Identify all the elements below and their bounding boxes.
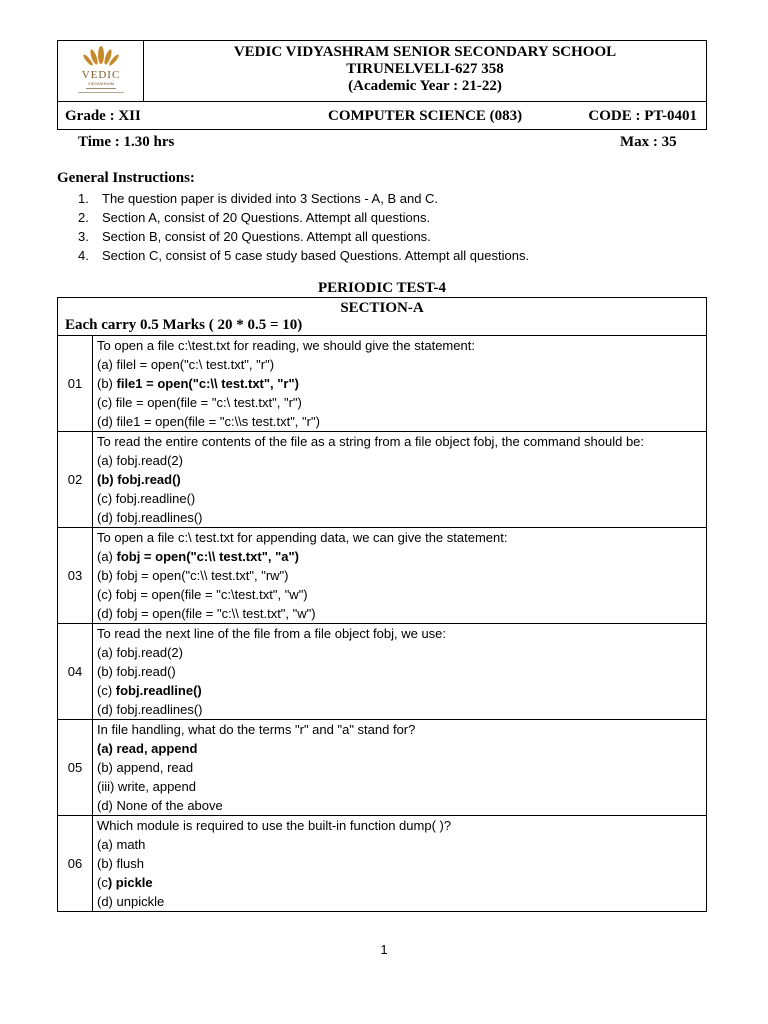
option-text: To read the next line of the file from a file object fobj, we use: [97,626,447,641]
question-row [58,432,707,528]
answer-option [97,662,706,681]
option-text: (d) file1 = open(file = "c:\\s test.txt", "r") [97,414,320,429]
grade-row [58,101,706,130]
grade-label: Grade : XII [65,108,141,124]
option-prefix: (c) [97,683,116,698]
option-prefix: (a) [97,549,117,564]
page-number: 1 [380,942,388,957]
question-row [58,528,707,624]
answer-option [97,835,706,854]
instruction-text: Section B, consist of 20 Questions. Attempt all questions. [102,229,431,244]
option-text: (d) fobj.readlines() [97,510,203,525]
option-text: (b) append, read [97,760,194,775]
question-row [58,624,707,720]
answer-option [97,700,706,719]
answer-option [97,412,706,431]
answer-option [97,758,706,777]
academic-year: (Academic Year : 21-22) [348,78,502,94]
section-header-cell [58,298,707,336]
question-number: 04 [58,624,93,720]
answer-option [97,604,706,623]
instruction-item [57,227,529,246]
answer-option [97,547,706,566]
school-location: TIRUNELVELI-627 358 [346,61,504,77]
question-body [93,720,707,816]
question-text [97,720,706,739]
instructions-list [57,189,529,265]
lotus-logo-icon [58,41,144,101]
instruction-text: Section A, consist of 20 Questions. Attempt all questions. [102,210,431,225]
question-number: 01 [58,336,93,432]
question-number: 05 [58,720,93,816]
answer-option [97,892,706,911]
questions-table [57,297,707,912]
option-text: (b) fobj.read() [97,664,176,679]
question-row [58,816,707,912]
answer-option [97,451,706,470]
option-text: (a) fobj.read(2) [97,645,183,660]
instruction-number: 1. [78,191,89,206]
question-text [97,624,706,643]
instruction-item [57,189,529,208]
logo-text: VEDIC [81,69,121,81]
max-marks-label: Max : 35 [620,134,677,150]
correct-answer-text: (a) read, append [97,741,198,756]
question-body [93,816,707,912]
answer-option [97,854,706,873]
answer-option [97,681,706,700]
answer-option [97,585,706,604]
test-title: PERIODIC TEST-4 [318,280,446,296]
instruction-number: 4. [78,248,89,263]
option-text: (d) fobj.readlines() [97,702,203,717]
subject-label: COMPUTER SCIENCE (083) [328,108,523,124]
answer-option [97,489,706,508]
answer-option [97,643,706,662]
answer-option [97,374,706,393]
option-text: (c) fobj.readline() [97,491,196,506]
question-number: 03 [58,528,93,624]
answer-option [97,873,706,892]
question-text [97,336,706,355]
option-text: To open a file c:\test.txt for reading, we should give the statement: [97,338,475,353]
question-text [97,528,706,547]
section-title: SECTION-A [340,299,424,316]
question-text [97,816,706,835]
section-marks: Each carry 0.5 Marks ( 20 * 0.5 = 10) [65,316,303,333]
option-text: (d) unpickle [97,894,165,909]
answer-option [97,777,706,796]
logo-subtext: VIDYASHRAM [87,81,115,86]
instruction-number: 2. [78,210,89,225]
answer-option [97,566,706,585]
code-label: CODE : PT-0401 [588,108,697,124]
option-text: (iii) write, append [97,779,196,794]
answer-option [97,470,706,489]
option-text: To read the entire contents of the file as a string from a file object fobj, the command should be: [97,434,645,449]
question-body [93,432,707,528]
answer-option [97,508,706,527]
option-text: To open a file c:\ test.txt for appending data, we can give the statement: [97,530,508,545]
school-name: VEDIC VIDYASHRAM SENIOR SECONDARY SCHOOL [233,44,617,60]
school-logo [58,41,144,101]
correct-answer-text: ) pickle [107,875,153,890]
question-row [58,720,707,816]
option-text: (a) math [97,837,146,852]
instruction-text: Section C, consist of 5 case study based Questions. Attempt all questions. [102,248,530,263]
correct-answer-text: fobj.readline() [115,683,202,698]
option-text: (b) fobj = open("c:\\ test.txt", "rw") [97,568,289,583]
question-body [93,336,707,432]
instruction-item [57,208,529,227]
correct-answer-text: fobj = open("c:\\ test.txt", "a") [116,549,299,564]
question-row [58,336,707,432]
option-text: (a) fobj.read(2) [97,453,183,468]
option-text: (c) fobj = open(file = "c:\test.txt", "w") [97,587,308,602]
answer-option [97,796,706,815]
option-text: (a) filel = open("c:\ test.txt", "r") [97,357,275,372]
section-header-row [58,298,707,336]
option-text: (c) file = open(file = "c:\ test.txt", "r") [97,395,302,410]
answer-option [97,355,706,374]
option-prefix: (b) [97,376,117,391]
correct-answer-text: (b) fobj.read() [97,472,181,487]
option-text: Which module is required to use the built-in function dump( )? [97,818,452,833]
option-text: (d) fobj = open(file = "c:\\ test.txt", "w") [97,606,316,621]
answer-option [97,739,706,758]
option-text: In file handling, what do the terms "r" and "a" stand for? [97,722,416,737]
option-prefix: (c [97,875,108,890]
question-number: 06 [58,816,93,912]
question-number: 02 [58,432,93,528]
time-label: Time : 1.30 hrs [78,134,175,150]
question-body [93,624,707,720]
school-header [57,40,707,130]
instruction-item [57,246,529,265]
questions-body [58,336,707,912]
question-body [93,528,707,624]
correct-answer-text: file1 = open("c:\\ test.txt", "r") [116,376,299,391]
option-text: (b) flush [97,856,144,871]
instruction-number: 3. [78,229,89,244]
option-text: (d) None of the above [97,798,223,813]
school-title-block [144,41,706,101]
question-text [97,432,706,451]
instruction-text: The question paper is divided into 3 Sections - A, B and C. [102,191,439,206]
answer-option [97,393,706,412]
instructions-title: General Instructions: [57,170,195,186]
